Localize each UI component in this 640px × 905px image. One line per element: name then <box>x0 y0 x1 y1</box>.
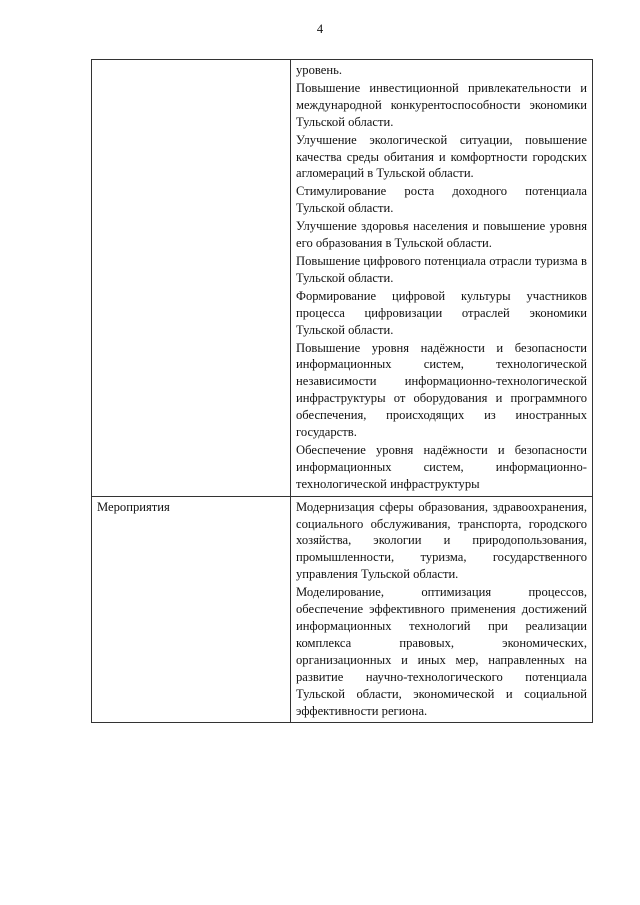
row-label-measures: Мероприятия <box>97 499 170 514</box>
goal-paragraph: Повышение уровня надёжности и безопасности информационных систем, технологической независимости информационно-технологической инфраструктуры от оборудования и программного обеспечения, происходящих из иностранных государств. <box>296 340 587 440</box>
goal-paragraph: Формирование цифровой культуры участников процесса цифровизации отраслей экономики Тульской области. <box>296 288 587 337</box>
row-content-cell <box>291 496 593 723</box>
program-table <box>91 59 593 723</box>
row-label-cell <box>92 496 291 723</box>
row-label-cell <box>92 60 291 497</box>
page-number: 4 <box>316 22 324 36</box>
goal-paragraph: Повышение цифрового потенциала отрасли туризма в Тульской области. <box>296 253 587 285</box>
table-row-goals <box>92 60 593 497</box>
goal-paragraph: уровень. <box>296 63 342 77</box>
goal-paragraph: Обеспечение уровня надёжности и безопасности информационных систем, информационно-технологической инфраструктуры <box>296 442 587 491</box>
measure-paragraph: Моделирование, оптимизация процессов, обеспечение эффективного применения достижений информационных технологий при реализации комплекса правовых, экономических, организационных и иных мер, направленных на развитие научно-технологического потенциала Тульской области, экономической и социальной эффективности региона. <box>296 585 587 718</box>
table-row-measures <box>92 496 593 723</box>
row-content-cell <box>291 60 593 497</box>
goal-paragraph: Стимулирование роста доходного потенциала Тульской области. <box>296 184 587 216</box>
goal-paragraph: Повышение инвестиционной привлекательности и международной конкурентоспособности экономики Тульской области. <box>296 80 587 129</box>
measure-paragraph: Модернизация сферы образования, здравоохранения, социального обслуживания, транспорта, городского хозяйства, экологии и природопользования, промышленности, туризма, государственного управления Тульской области. <box>296 499 587 582</box>
goal-paragraph: Улучшение здоровья населения и повышение уровня его образования в Тульской области. <box>296 219 587 251</box>
goal-paragraph: Улучшение экологической ситуации, повышение качества среды обитания и комфортности городских агломераций в Тульской области. <box>296 132 587 181</box>
